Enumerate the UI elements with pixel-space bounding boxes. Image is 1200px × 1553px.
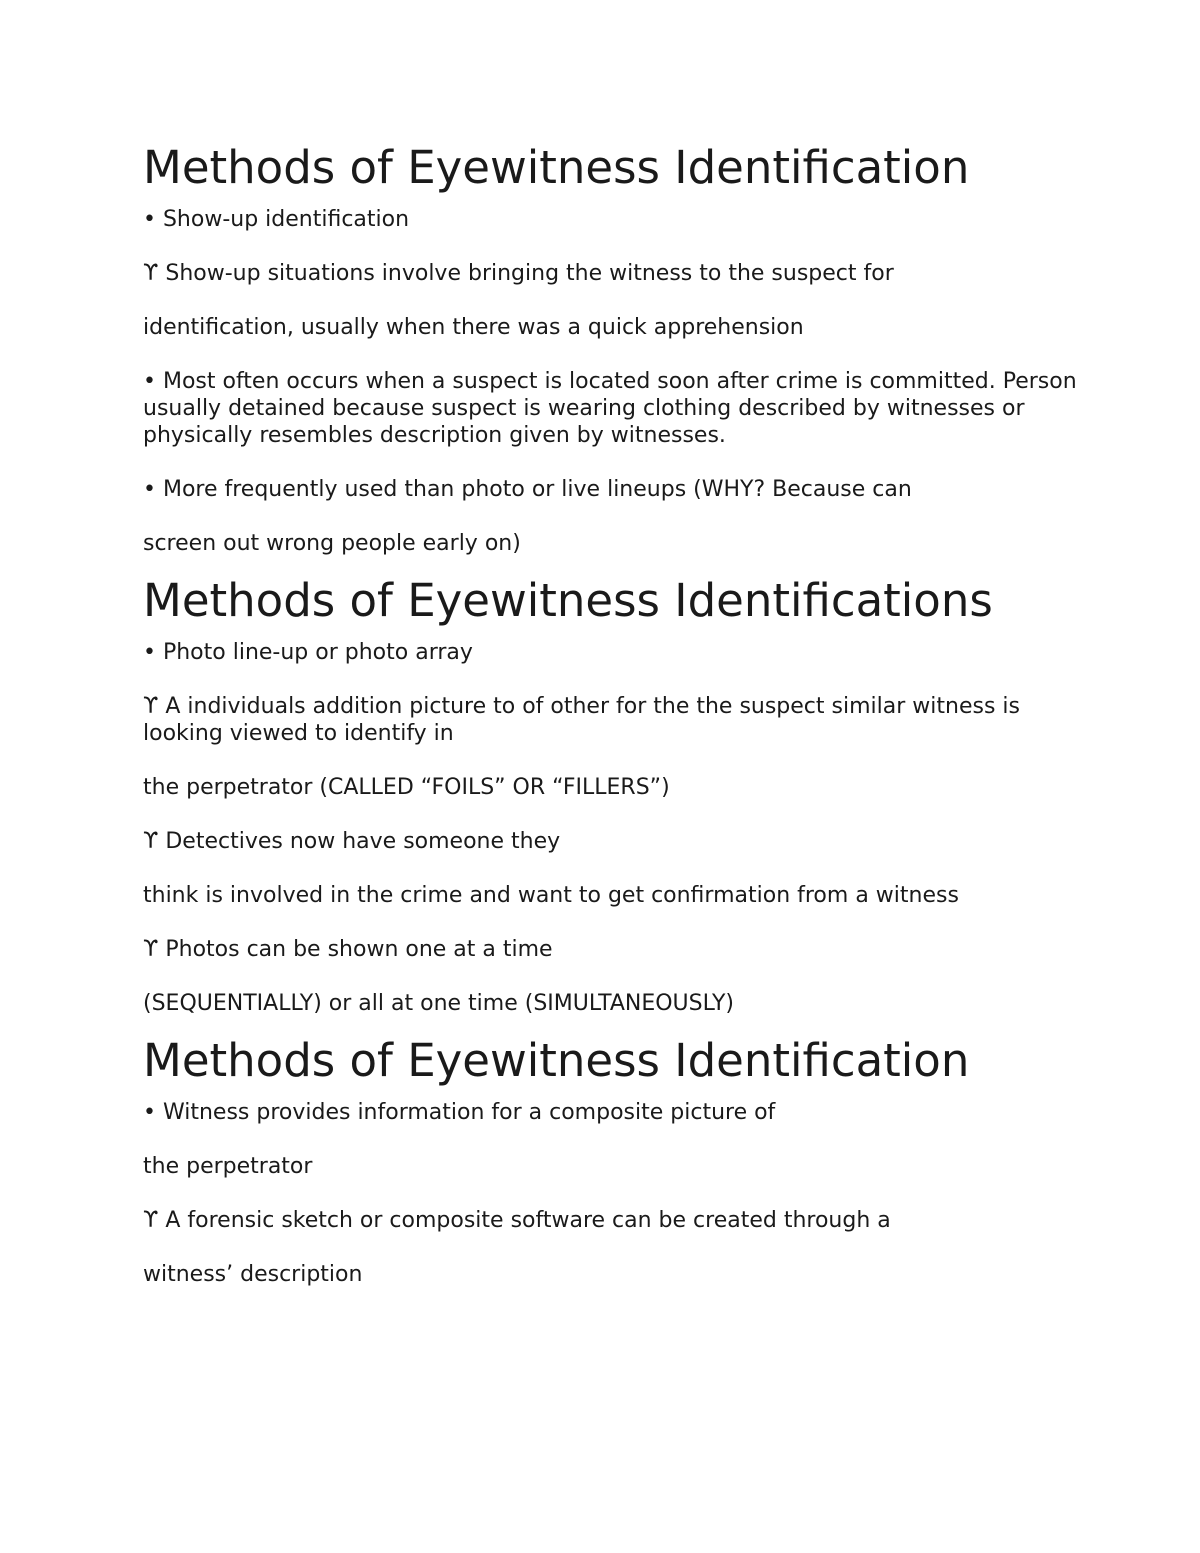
- sub-bullet-paragraph: ϒ Photos can be shown one at a time: [143, 937, 553, 962]
- bullet-paragraph: • More frequently used than photo or live lineups (WHY? Because can: [143, 477, 912, 502]
- paragraph: think is involved in the crime and want to get confirmation from a witness: [143, 883, 959, 908]
- paragraph: witness’ description: [143, 1262, 363, 1287]
- sub-bullet-paragraph: ϒ Detectives now have someone they: [143, 829, 561, 854]
- bullet-paragraph: • Show-up identification: [143, 207, 410, 232]
- paragraph: (SEQUENTIALLY) or all at one time (SIMULTANEOUSLY): [143, 991, 734, 1016]
- section-heading: Methods of Eyewitness Identifications: [143, 574, 993, 627]
- bullet-paragraph: • Witness provides information for a composite picture of: [143, 1100, 776, 1125]
- paragraph: screen out wrong people early on): [143, 531, 521, 556]
- sub-bullet-paragraph: ϒ A individuals addition picture to of other for the the suspect similar witness is looking viewed to identify in: [143, 694, 1020, 746]
- paragraph: identification, usually when there was a quick apprehension: [143, 315, 804, 340]
- document-content: [143, 138, 1083, 1315]
- paragraph: the perpetrator: [143, 1154, 313, 1179]
- section-heading: Methods of Eyewitness Identification: [143, 141, 970, 194]
- paragraph: the perpetrator (CALLED “FOILS” OR “FILLERS”): [143, 775, 670, 800]
- sub-bullet-paragraph: ϒ A forensic sketch or composite software can be created through a: [143, 1208, 891, 1233]
- sub-bullet-paragraph: ϒ Show-up situations involve bringing the witness to the suspect for: [143, 261, 894, 286]
- bullet-paragraph: • Photo line-up or photo array: [143, 640, 473, 665]
- bullet-paragraph: • Most often occurs when a suspect is located soon after crime is committed. Person usually detained because suspect is wearing clothing described by witnesses or physically resembles description given by witnesses.: [143, 369, 1077, 448]
- section-heading: Methods of Eyewitness Identification: [143, 1034, 970, 1087]
